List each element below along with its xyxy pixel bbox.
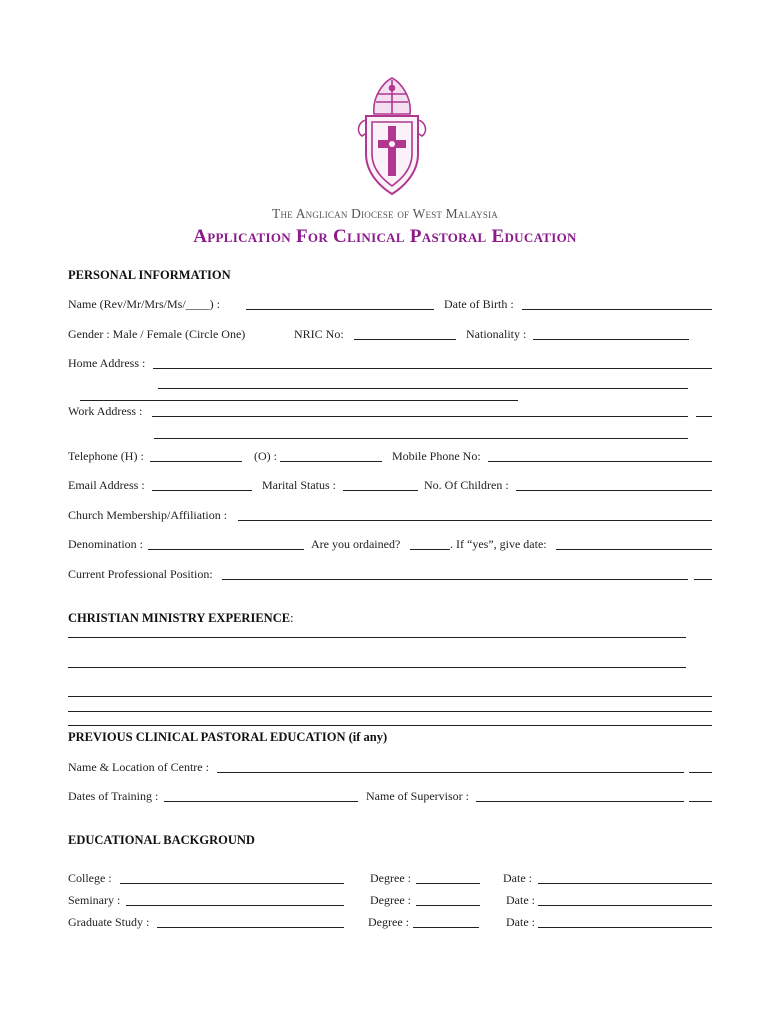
- training-dates-field[interactable]: [164, 801, 358, 802]
- tel-office-label: (O) :: [254, 449, 277, 463]
- dob-field[interactable]: [522, 309, 712, 310]
- mobile-label: Mobile Phone No:: [392, 449, 481, 463]
- ordained-date-label: . If “yes”, give date:: [450, 537, 547, 551]
- ordained-field[interactable]: [410, 549, 450, 550]
- home-address-field-2[interactable]: [158, 388, 688, 389]
- previous-cpe-heading: PREVIOUS CLINICAL PASTORAL EDUCATION (if any): [68, 730, 388, 744]
- church-membership-label: Church Membership/Affiliation :: [68, 508, 228, 522]
- email-label: Email Address :: [68, 478, 145, 492]
- nric-field[interactable]: [354, 339, 456, 340]
- seminary-degree-label: Degree :: [370, 893, 411, 907]
- supervisor-label: Name of Supervisor :: [366, 789, 469, 803]
- position-field[interactable]: [222, 579, 688, 580]
- name-label: Name (Rev/Mr/Mrs/Ms/____) :: [68, 297, 220, 311]
- position-field-b: [694, 579, 712, 580]
- work-address-field-1b: [696, 416, 712, 417]
- education-heading: EDUCATIONAL BACKGROUND: [68, 833, 255, 847]
- organization-name: The Anglican Diocese of West Malaysia: [272, 206, 498, 221]
- name-field[interactable]: [246, 309, 434, 310]
- work-address-field-1[interactable]: [152, 416, 688, 417]
- email-field[interactable]: [152, 490, 252, 491]
- college-date-field[interactable]: [538, 883, 712, 884]
- church-membership-field[interactable]: [238, 520, 712, 521]
- graduate-degree-field[interactable]: [413, 927, 479, 928]
- home-address-label: Home Address :: [68, 356, 146, 370]
- gender-label: Gender : Male / Female (Circle One): [68, 327, 246, 341]
- dob-label: Date of Birth :: [444, 297, 514, 311]
- graduate-study-field[interactable]: [157, 927, 344, 928]
- centre-field[interactable]: [217, 772, 684, 773]
- seminary-field[interactable]: [126, 905, 344, 906]
- college-field[interactable]: [120, 883, 344, 884]
- college-label: College :: [68, 871, 112, 885]
- form-title: Application For Clinical Pastoral Education: [193, 226, 577, 247]
- supervisor-field[interactable]: [476, 801, 684, 802]
- ordained-label: Are you ordained?: [311, 537, 401, 551]
- work-address-label: Work Address :: [68, 404, 143, 418]
- marital-status-field[interactable]: [343, 490, 418, 491]
- home-address-field-1[interactable]: [153, 368, 712, 369]
- ordained-date-field[interactable]: [556, 549, 712, 550]
- nationality-field[interactable]: [533, 339, 689, 340]
- children-field[interactable]: [516, 490, 712, 491]
- home-address-field-3[interactable]: [80, 400, 518, 401]
- nric-label: NRIC No:: [294, 327, 344, 341]
- personal-info-heading: PERSONAL INFORMATION: [68, 268, 231, 282]
- supervisor-field-b: [689, 801, 712, 802]
- diocese-crest-logo: [352, 76, 432, 198]
- graduate-study-label: Graduate Study :: [68, 915, 150, 929]
- ministry-line-2[interactable]: [68, 667, 686, 668]
- children-label: No. Of Children :: [424, 478, 509, 492]
- centre-field-b: [689, 772, 712, 773]
- graduate-date-field[interactable]: [538, 927, 712, 928]
- graduate-degree-label: Degree :: [368, 915, 409, 929]
- mobile-field[interactable]: [488, 461, 712, 462]
- graduate-date-label: Date :: [506, 915, 535, 929]
- ministry-line-3[interactable]: [68, 696, 712, 697]
- college-degree-field[interactable]: [416, 883, 480, 884]
- ministry-line-1[interactable]: [68, 637, 686, 638]
- training-dates-label: Dates of Training :: [68, 789, 159, 803]
- nationality-label: Nationality :: [466, 327, 527, 341]
- seminary-date-label: Date :: [506, 893, 535, 907]
- college-degree-label: Degree :: [370, 871, 411, 885]
- denomination-field[interactable]: [148, 549, 304, 550]
- tel-office-field[interactable]: [280, 461, 382, 462]
- ministry-line-5[interactable]: [68, 725, 712, 726]
- tel-home-label: Telephone (H) :: [68, 449, 144, 463]
- seminary-degree-field[interactable]: [416, 905, 480, 906]
- centre-label: Name & Location of Centre :: [68, 760, 209, 774]
- position-label: Current Professional Position:: [68, 567, 213, 581]
- marital-status-label: Marital Status :: [262, 478, 336, 492]
- college-date-label: Date :: [503, 871, 532, 885]
- work-address-field-2[interactable]: [154, 438, 688, 439]
- denomination-label: Denomination :: [68, 537, 143, 551]
- seminary-date-field[interactable]: [538, 905, 712, 906]
- seminary-label: Seminary :: [68, 893, 121, 907]
- ministry-line-4[interactable]: [68, 711, 712, 712]
- ministry-heading: CHRISTIAN MINISTRY EXPERIENCE:: [68, 611, 294, 625]
- tel-home-field[interactable]: [150, 461, 242, 462]
